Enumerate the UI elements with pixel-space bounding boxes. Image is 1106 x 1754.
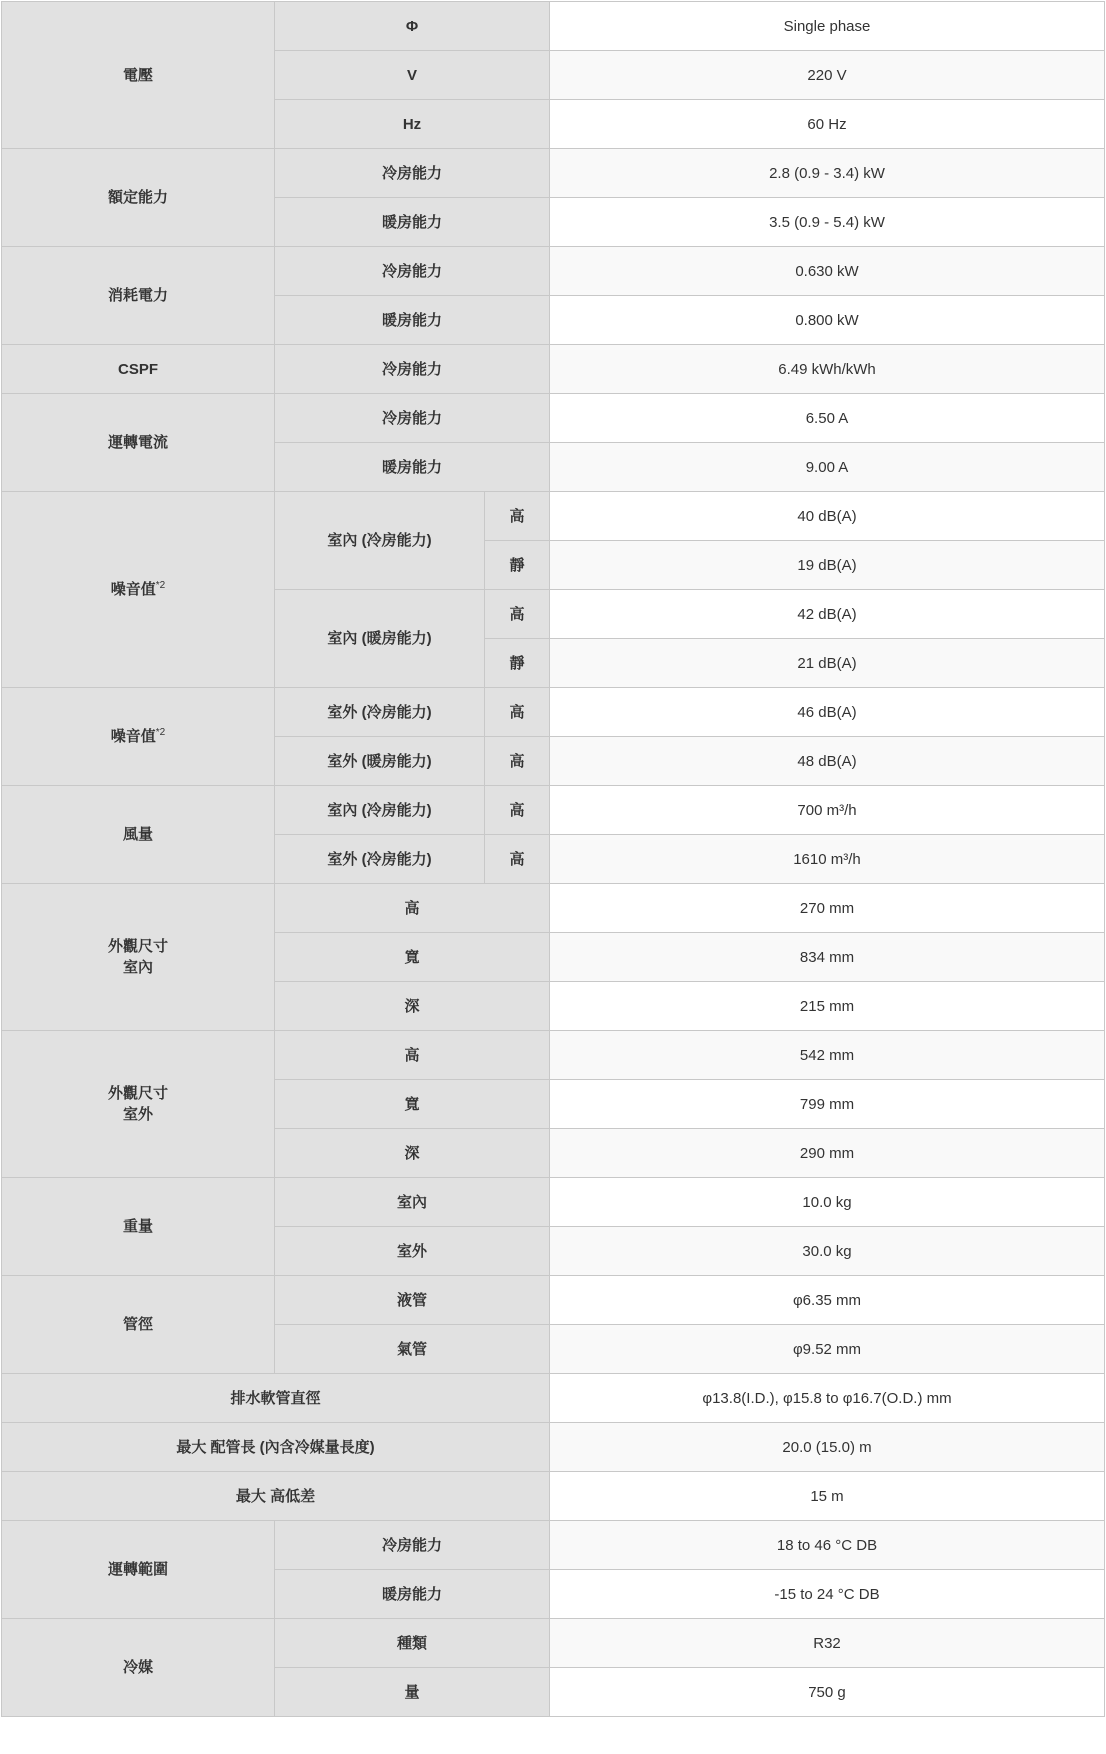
sub-header: 室外 (冷房能力) xyxy=(275,688,485,737)
value-cell: 20.0 (15.0) m xyxy=(550,1423,1105,1472)
value-cell: 290 mm xyxy=(550,1129,1105,1178)
value-cell: 21 dB(A) xyxy=(550,639,1105,688)
level-cell: 靜 xyxy=(485,639,550,688)
sub-header: 深 xyxy=(275,982,550,1031)
sub-header: 液管 xyxy=(275,1276,550,1325)
table-row xyxy=(2,884,1105,933)
level-cell: 高 xyxy=(485,835,550,884)
sub-header: 暖房能力 xyxy=(275,296,550,345)
value-cell: 30.0 kg xyxy=(550,1227,1105,1276)
value-cell: 2.8 (0.9 - 3.4) kW xyxy=(550,149,1105,198)
table-row xyxy=(2,1423,1105,1472)
value-cell: 220 V xyxy=(550,51,1105,100)
row-header-weight: 重量 xyxy=(2,1178,275,1276)
sub-header: 量 xyxy=(275,1668,550,1717)
value-cell: 18 to 46 °C DB xyxy=(550,1521,1105,1570)
value-cell: R32 xyxy=(550,1619,1105,1668)
level-cell: 高 xyxy=(485,590,550,639)
value-cell: 40 dB(A) xyxy=(550,492,1105,541)
sub-header: 暖房能力 xyxy=(275,1570,550,1619)
sub-header: Hz xyxy=(275,100,550,149)
sub-header: 室內 (冷房能力) xyxy=(275,492,485,590)
value-cell: 9.00 A xyxy=(550,443,1105,492)
row-header-max-height-difference: 最大 高低差 xyxy=(2,1472,550,1521)
row-header-operating-range: 運轉範圍 xyxy=(2,1521,275,1619)
row-header-drain-hose: 排水軟管直徑 xyxy=(2,1374,550,1423)
value-cell: 834 mm xyxy=(550,933,1105,982)
row-header-running-current: 運轉電流 xyxy=(2,394,275,492)
sub-header: Φ xyxy=(275,2,550,51)
value-cell: 6.49 kWh/kWh xyxy=(550,345,1105,394)
value-cell: 10.0 kg xyxy=(550,1178,1105,1227)
value-cell: 1610 m³/h xyxy=(550,835,1105,884)
table-row xyxy=(2,1472,1105,1521)
value-cell: φ6.35 mm xyxy=(550,1276,1105,1325)
value-cell: 750 g xyxy=(550,1668,1105,1717)
sub-header: 冷房能力 xyxy=(275,247,550,296)
sub-header: 暖房能力 xyxy=(275,443,550,492)
table-row xyxy=(2,2,1105,51)
row-header-airflow: 風量 xyxy=(2,786,275,884)
sub-header: 寬 xyxy=(275,1080,550,1129)
footnote-mark: *2 xyxy=(155,727,166,738)
level-cell: 高 xyxy=(485,492,550,541)
table-row xyxy=(2,1031,1105,1080)
table-row xyxy=(2,1276,1105,1325)
value-cell: 3.5 (0.9 - 5.4) kW xyxy=(550,198,1105,247)
sub-header: 室內 (冷房能力) xyxy=(275,786,485,835)
value-cell: Single phase xyxy=(550,2,1105,51)
sub-header: 深 xyxy=(275,1129,550,1178)
sub-header: 高 xyxy=(275,1031,550,1080)
sub-header: V xyxy=(275,51,550,100)
row-header-cspf: CSPF xyxy=(2,345,275,394)
value-cell: 60 Hz xyxy=(550,100,1105,149)
sub-header: 高 xyxy=(275,884,550,933)
level-cell: 高 xyxy=(485,737,550,786)
sub-header: 寬 xyxy=(275,933,550,982)
table-row xyxy=(2,247,1105,296)
table-row xyxy=(2,1521,1105,1570)
row-header-noise-indoor xyxy=(2,492,275,688)
sub-header: 室外 (暖房能力) xyxy=(275,737,485,786)
sub-header: 冷房能力 xyxy=(275,345,550,394)
table-row xyxy=(2,345,1105,394)
sub-header: 室內 xyxy=(275,1178,550,1227)
value-cell: φ13.8(I.D.), φ15.8 to φ16.7(O.D.) mm xyxy=(550,1374,1105,1423)
sub-header: 室外 xyxy=(275,1227,550,1276)
spec-table xyxy=(1,1,1105,1717)
group-label: 噪音值 xyxy=(110,728,156,745)
value-cell: -15 to 24 °C DB xyxy=(550,1570,1105,1619)
value-cell: 215 mm xyxy=(550,982,1105,1031)
table-row xyxy=(2,1619,1105,1668)
value-cell: 48 dB(A) xyxy=(550,737,1105,786)
value-cell: 0.800 kW xyxy=(550,296,1105,345)
sub-header: 冷房能力 xyxy=(275,1521,550,1570)
table-row xyxy=(2,1374,1105,1423)
footnote-mark: *2 xyxy=(155,580,166,591)
row-header-pipe-diameter: 管徑 xyxy=(2,1276,275,1374)
sub-header: 冷房能力 xyxy=(275,394,550,443)
row-header-dimensions-outdoor: 外觀尺寸 室外 xyxy=(2,1031,275,1178)
table-row xyxy=(2,688,1105,737)
value-cell: 700 m³/h xyxy=(550,786,1105,835)
sub-header: 冷房能力 xyxy=(275,149,550,198)
sub-header: 室內 (暖房能力) xyxy=(275,590,485,688)
row-header-noise-outdoor xyxy=(2,688,275,786)
sub-header: 暖房能力 xyxy=(275,198,550,247)
value-cell: 799 mm xyxy=(550,1080,1105,1129)
group-label: 噪音值 xyxy=(110,581,156,598)
sub-header: 氣管 xyxy=(275,1325,550,1374)
row-header-max-pipe-length: 最大 配管長 (內含冷媒量長度) xyxy=(2,1423,550,1472)
table-row xyxy=(2,149,1105,198)
value-cell: 19 dB(A) xyxy=(550,541,1105,590)
row-header-refrigerant: 冷媒 xyxy=(2,1619,275,1717)
row-header-power-consumption: 消耗電力 xyxy=(2,247,275,345)
table-row xyxy=(2,492,1105,541)
row-header-dimensions-indoor: 外觀尺寸 室內 xyxy=(2,884,275,1031)
table-row xyxy=(2,394,1105,443)
sub-header: 室外 (冷房能力) xyxy=(275,835,485,884)
level-cell: 靜 xyxy=(485,541,550,590)
value-cell: 542 mm xyxy=(550,1031,1105,1080)
row-header-voltage: 電壓 xyxy=(2,2,275,149)
table-row xyxy=(2,786,1105,835)
level-cell: 高 xyxy=(485,688,550,737)
table-row xyxy=(2,1178,1105,1227)
value-cell: φ9.52 mm xyxy=(550,1325,1105,1374)
sub-header: 種類 xyxy=(275,1619,550,1668)
level-cell: 高 xyxy=(485,786,550,835)
value-cell: 270 mm xyxy=(550,884,1105,933)
value-cell: 6.50 A xyxy=(550,394,1105,443)
value-cell: 42 dB(A) xyxy=(550,590,1105,639)
value-cell: 0.630 kW xyxy=(550,247,1105,296)
value-cell: 46 dB(A) xyxy=(550,688,1105,737)
row-header-rated-capacity: 額定能力 xyxy=(2,149,275,247)
value-cell: 15 m xyxy=(550,1472,1105,1521)
